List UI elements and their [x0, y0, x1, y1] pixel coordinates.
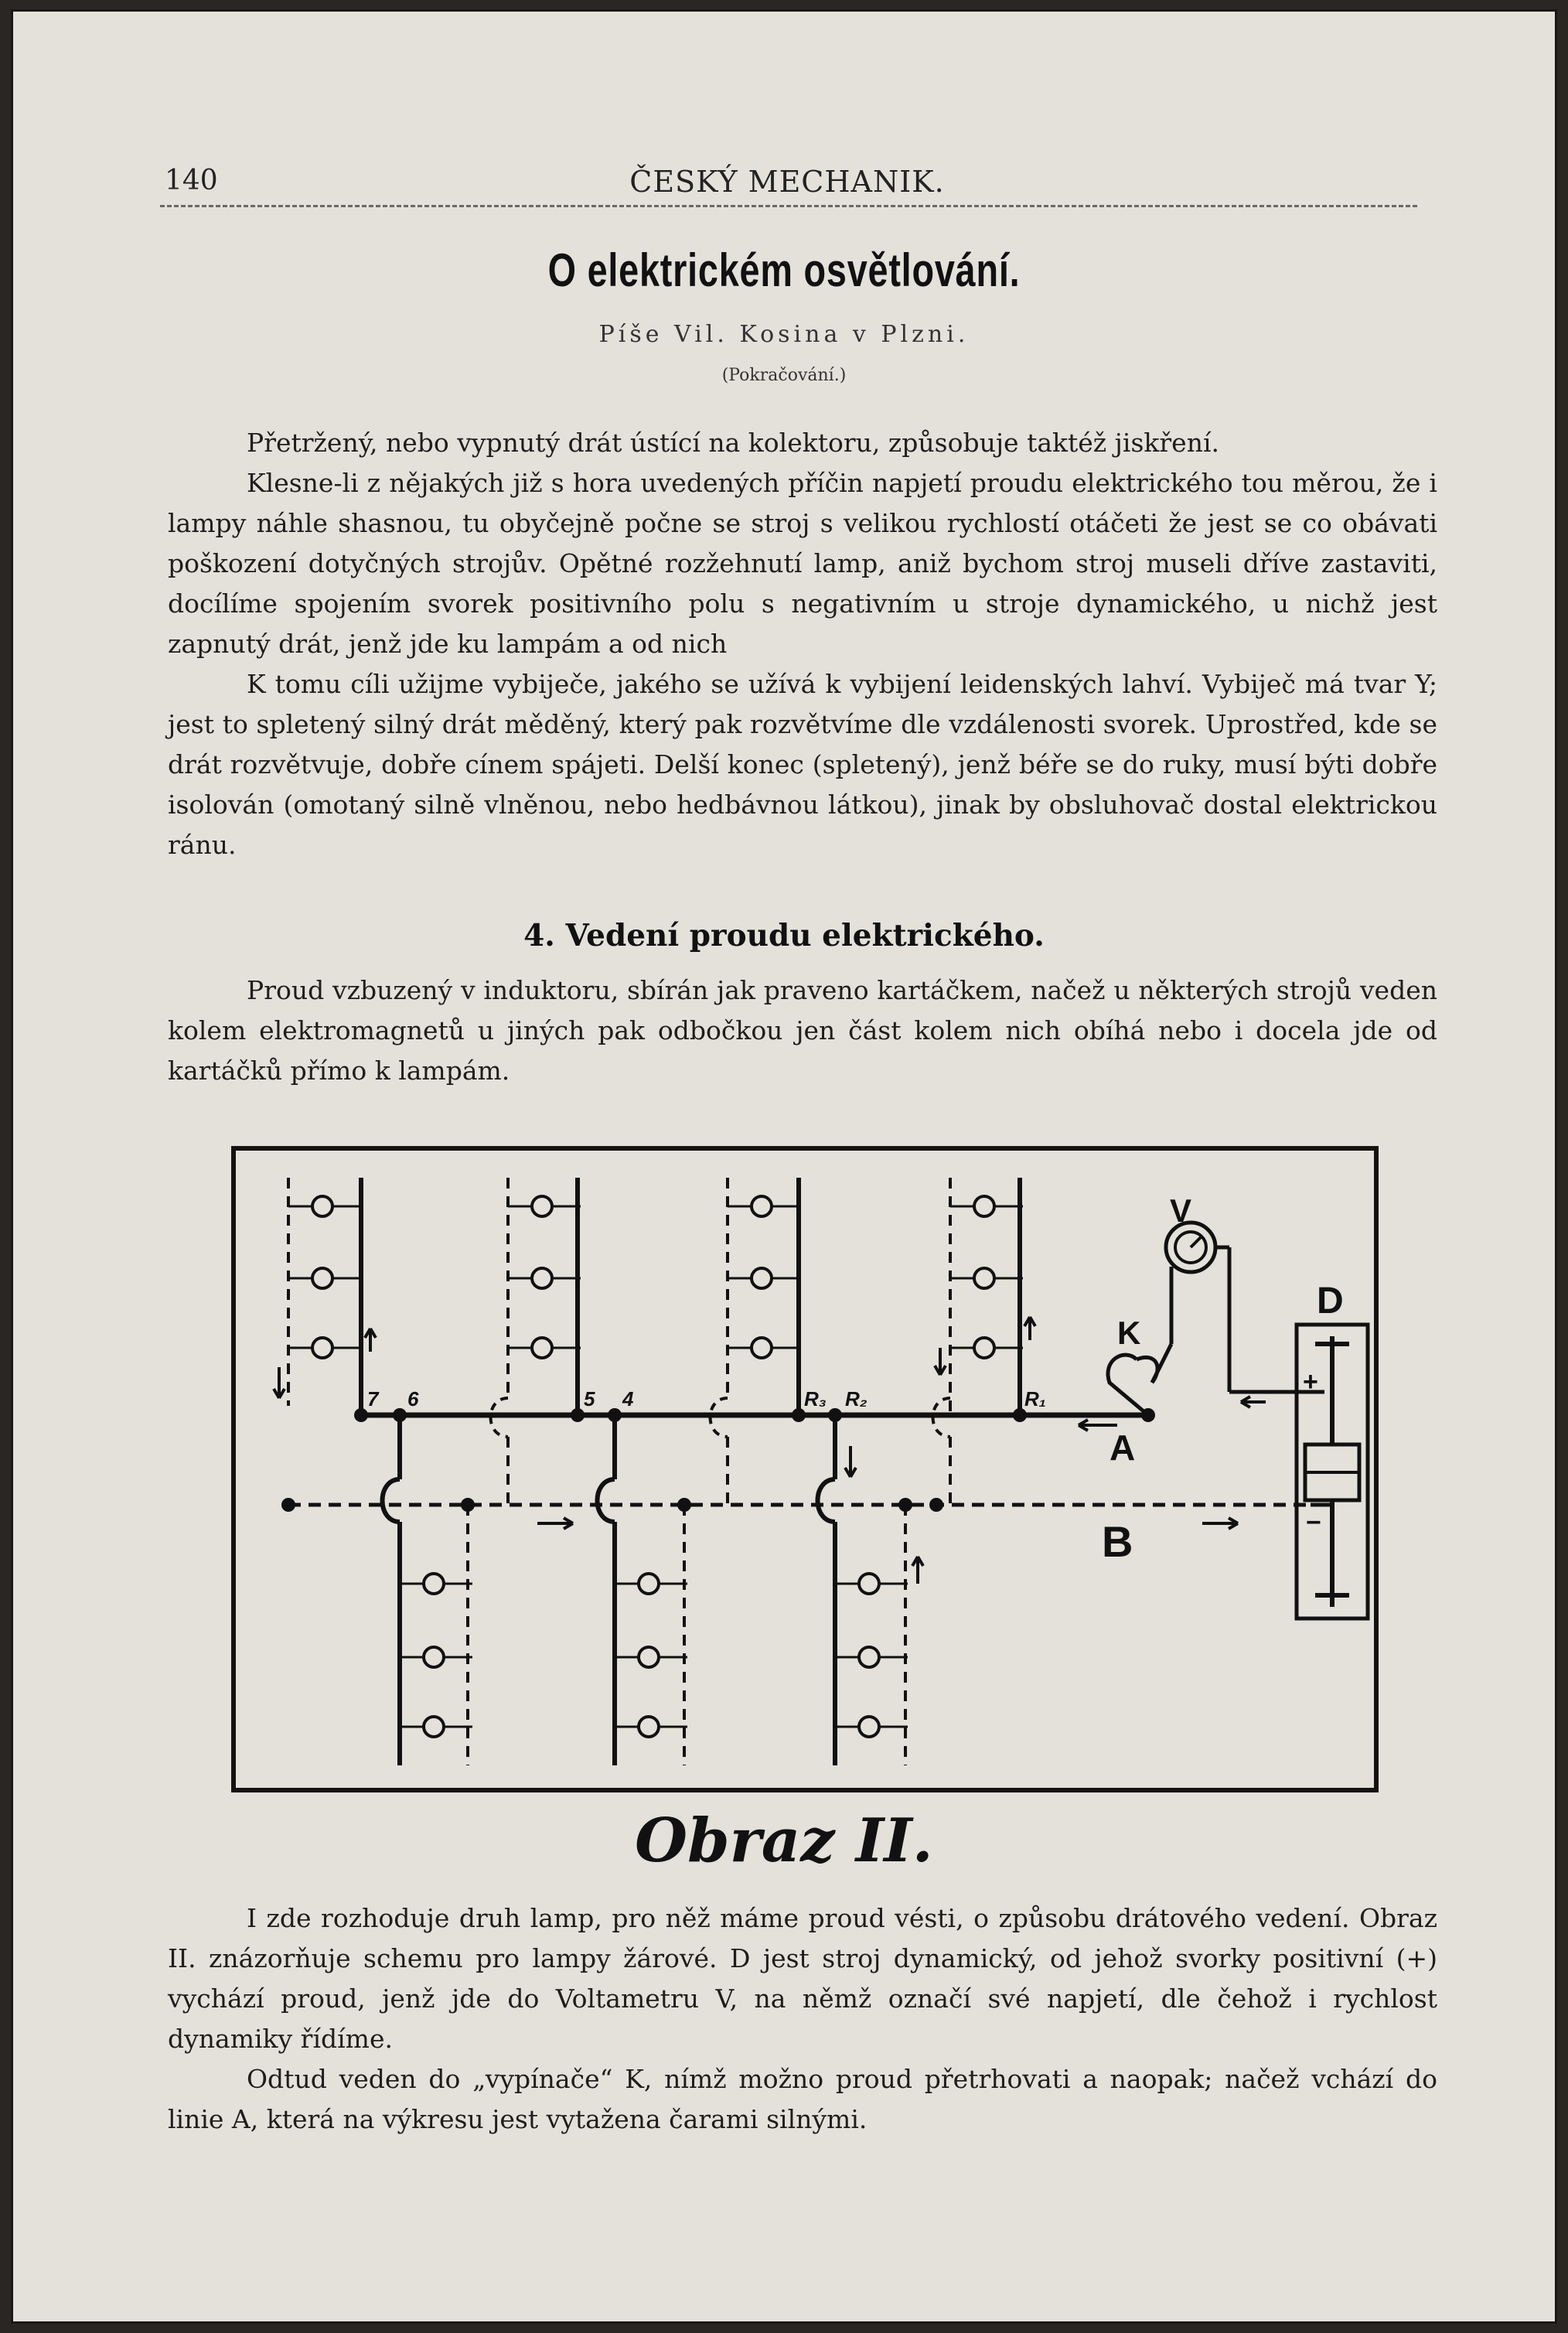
lamp: [508, 1268, 581, 1288]
section-heading: 4. Vedení proudu elektrického.: [523, 918, 1045, 953]
lamp: [615, 1717, 687, 1737]
label-switch: K: [1117, 1315, 1141, 1351]
label-terminal-6: 6: [407, 1387, 419, 1410]
article-title: O elektrickém osvětlování.: [547, 244, 1021, 296]
label-line-b: B: [1102, 1517, 1133, 1566]
upper-lamp-group-2: [508, 1178, 581, 1414]
label-plus: +: [1303, 1367, 1318, 1397]
paragraph: Proud vzbuzený v induktoru, sbírán jak praveno kartáčkem, načež u některých strojů veden kolem elektromagnetů u jiných pak odbočkou jen část kolem nich obíhá nebo i docela jde od kartáčků přímo k lampám.: [168, 975, 1437, 1086]
lamp: [950, 1268, 1023, 1288]
label-line-a: A: [1110, 1427, 1136, 1468]
lamp: [728, 1196, 800, 1216]
continuation-note: (Pokračování.): [721, 366, 847, 385]
lamp: [728, 1338, 800, 1358]
lower-lamp-group-3: [818, 1415, 908, 1765]
lamp: [615, 1574, 687, 1594]
lamp: [400, 1717, 472, 1737]
lamp: [835, 1717, 908, 1737]
paragraph: Přetržený, nebo vypnutý drát ústící na kolektoru, způsobuje taktéž jiskření.: [247, 428, 1219, 458]
lamp: [288, 1196, 361, 1216]
lamp: [615, 1647, 687, 1667]
upper-lamp-group-1: [288, 1178, 361, 1414]
label-r1: R₁: [1024, 1387, 1046, 1410]
paragraph: Klesne-li z nějakých již s hora uvedených příčin napjetí proudu elektrického tou měrou, že i lampy náhle shasnou, tu obyčejně počne se stroj s velikou rychlostí otáčeti že jest se co obávati poškození dotyčných strojův. Opětné rozžehnutí lamp, aniž bychom stroj museli dříve zastaviti, docílíme spojením svorek positivního polu s negativním u stroje dynamického, u nichž jest zapnutý drát, jenž jde ku lampám a od nich: [168, 468, 1437, 659]
page-number: 140: [165, 165, 218, 196]
label-terminal-5: 5: [584, 1387, 595, 1410]
label-dynamo: D: [1317, 1281, 1344, 1322]
figure-caption: Obraz II.: [635, 1806, 933, 1876]
paragraph: I zde rozhoduje druh lamp, pro něž máme proud vésti, o způsobu drátového vedení. Obraz II. znázorňuje schemu pro lampy žárové. D jest stroj dynamický, od jehož svorky positivní (+) vychází proud, jenž jde do Voltametru V, na němž označí své napjetí, dle čehož i rychlost dynamiky řídíme.: [168, 1903, 1437, 2054]
body-block-1: [168, 423, 1437, 865]
label-r2: R₂: [845, 1387, 868, 1410]
lamp: [508, 1196, 581, 1216]
paragraph: Odtud veden do „vypínače“ K, nímž možno proud přetrhovati a naopak; načež vchází do linie A, která na výkresu jest vytažena čarami silnými.: [168, 2064, 1437, 2134]
lamp: [288, 1338, 361, 1358]
label-terminal-4: 4: [622, 1387, 634, 1410]
lamp: [950, 1196, 1023, 1216]
wiring-diagram: [231, 1146, 1379, 1792]
upper-lamp-group-3: [728, 1178, 800, 1414]
lamp: [508, 1338, 581, 1358]
lower-lamp-group-1: [383, 1415, 473, 1765]
page-header: [165, 159, 1409, 205]
paragraph: K tomu cíli užijme vybiječe, jakého se užívá k vybijení leidenských lahví. Vybiječ má tvar Y; jest to spletený silný drát měděný, který pak rozvětvíme dle vzdálenosti svorek. Uprostřed, kde se drát rozvětvuje, dobře cínem spájeti. Delší konec (spletený), jenž béře se do ruky, musí býti dobře isolován (omotaný silně vlněnou, nebo hedbávnou látkou), jinak by obsluhovač dostal elektrickou ránu.: [168, 669, 1437, 860]
lower-lamp-group-2: [598, 1415, 688, 1765]
page: [11, 9, 1557, 2324]
running-title: ČESKÝ MECHANIK.: [629, 165, 945, 199]
lamp: [728, 1268, 800, 1288]
header-rule: [160, 205, 1417, 207]
label-terminal-7: 7: [367, 1387, 379, 1410]
label-r3: R₃: [804, 1387, 827, 1410]
lamp: [400, 1647, 472, 1667]
label-minus: −: [1306, 1508, 1321, 1537]
label-voltmeter: V: [1170, 1192, 1192, 1229]
lamp: [400, 1574, 472, 1594]
lamp: [950, 1338, 1023, 1358]
upper-lamp-group-4: [950, 1178, 1023, 1414]
article-byline: Píše Vil. Kosina v Plzni.: [598, 321, 970, 348]
lamp: [835, 1647, 908, 1667]
body-block-3: [168, 1898, 1437, 2140]
lamp: [835, 1574, 908, 1594]
body-block-2: [168, 970, 1437, 1091]
lamp: [288, 1268, 361, 1288]
